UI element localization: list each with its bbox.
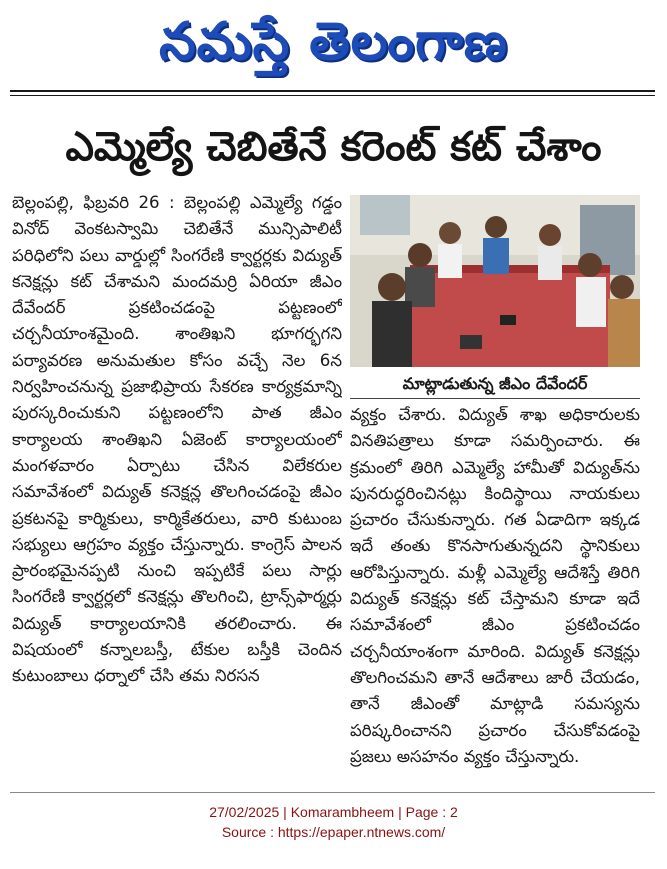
right-column-text: వ్యక్తం చేశారు. విద్యుత్‌ శాఖ అధికారులకు వినతిపత్రాలు కూడా సమర్పించారు. ఈ క్రమంలో తిరిగి ఎమ్మెల్యే హామీతో విద్యుత్‌ను పునరుద్ధరించినట్లు కిందిస్థాయి నాయకులు ప్రచారం చేసుకున్నారు. గత ఏడాదిగా ఇక్కడ ఇదే తంతు కొనసాగుతున్నదని స్థానికులు ఆరోపిస్తున్నారు. మళ్లీ ఎమ్మెల్యే ఆదేశిస్తే తిరిగి విద్యుత్‌ కనెక్షన్లు కట్‌ చేస్తామని కూడా ఇదే సమావేశంలో జీఎం ప్రకటించడం చర్చనీయాంశంగా మారింది. విద్యుత్‌ కనెక్షన్లు తొలగించమని తానే ఆదేశాలు జారీ చేయడం, తానే జీఎంతో మాట్లాడి సమస్యను పరిష్కరించానని ప్రచారం చేసుకోవడంపై ప్రజలు అసహనం వ్యక్తం చేస్తున్నారు. [350, 405, 640, 766]
edition-info: 27/02/2025 | Komarambheem | Page : 2 [209, 804, 458, 820]
article-body-left [12, 190, 342, 790]
page-footer [0, 802, 667, 842]
footer-divider [10, 792, 655, 793]
press-meet-photo [350, 195, 640, 367]
masthead-divider [10, 90, 655, 92]
photo-caption: మాట్లాడుతున్న జీఎం దేవేందర్‌ [350, 370, 640, 399]
masthead [0, 0, 667, 88]
photo-illustration [350, 195, 640, 367]
article-headline: ఎమ్మెల్యే చెబితేనే కరెంట్‌ కట్‌ చేశాం [65, 124, 602, 170]
article-body-right [350, 402, 640, 790]
newspaper-logo: నమస్తే తెలంగాణ [159, 12, 508, 72]
left-column-text: బెల్లంపల్లి, ఫిబ్రవరి 26 : బెల్లంపల్లి ఎమ్మెల్యే గడ్డం వినోద్‌ వెంకటస్వామి చెబితేనే మున్సిపాలిటీ పరిధిలోని పలు వార్డుల్లో సింగరేణి క్వార్టర్లకు విద్యుత్‌ కనెక్షన్లు కట్‌ చేశామని మందమర్రి ఏరియా జీఎం దేవేందర్‌ ప్రకటించడంపై పట్టణంలో చర్చనీయాంశమైంది. శాంతిఖని భూగర్భగని పర్యావరణ అనుమతుల కోసం వచ్చే నెల 6న నిర్వహించనున్న ప్రజాభిప్రాయ సేకరణ కార్యక్రమాన్ని పురస్కరించుకుని పట్టణంలోని పాత జీఎం కార్యాలయ శాంతిఖని ఏజెంట్‌ కార్యాలయంలో మంగళవారం ఏర్పాటు చేసిన విలేకరుల సమావేశంలో విద్యుత్‌ కనెక్షన్ల తొలగించడంపై జీఎం ప్రకటనపై కార్మికులు, కార్మికేతరులు, వారి కుటుంబ సభ్యులు ఆగ్రహం వ్యక్తం చేస్తున్నారు. కాంగ్రెస్‌ పాలన ప్రారంభమైనప్పటి నుంచి ఇప్పటికే పలు సార్లు సింగరేణి క్వార్టర్లలో కనెక్షన్లు తొలగించి, ట్రాన్స్‌ఫార్మర్లు విద్యుత్‌ కార్యాలయానికి తరలించారు. ఈ విషయంలో కన్నాలబస్తీ, టేకుల బస్తీకి చెందిన కుటుంబాలు ధర్నాలో చేసి తమ నిరసన [12, 193, 342, 686]
source-link[interactable]: Source : https://epaper.ntnews.com/ [221, 824, 446, 840]
masthead-divider-thin [10, 95, 655, 96]
